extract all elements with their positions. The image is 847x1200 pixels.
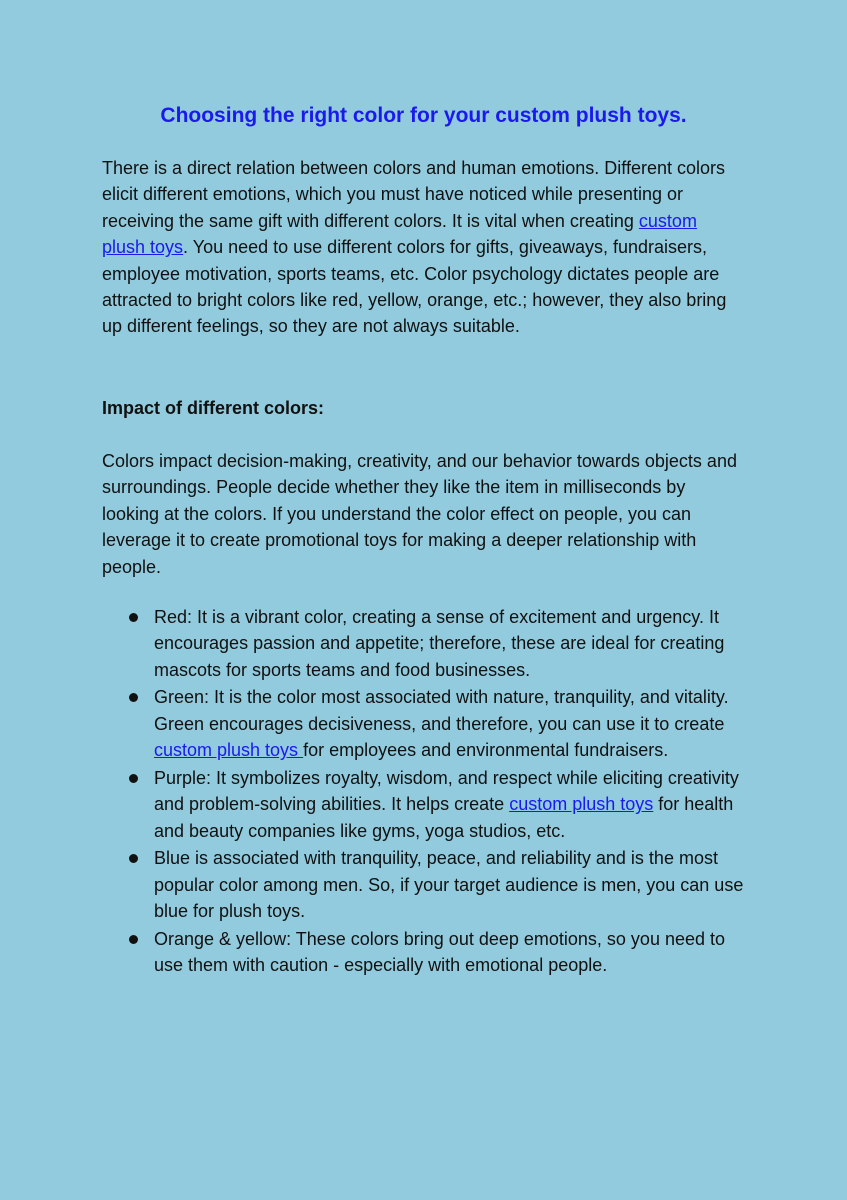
section-paragraph: Colors impact decision-making, creativity, and our behavior towards objects and surroundings. People decide whether they like the item in milliseconds by looking at the colors. If you understand the color effect on people, you can leverage it to create promotional toys for making a deeper relationship with people.: [102, 451, 737, 577]
red-text: Red: It is a vibrant color, creating a sense of excitement and urgency. It encourages passion and appetite; therefore, these are ideal for creating mascots for sports teams and food businesses.: [154, 607, 725, 680]
list-item-orange-yellow: [102, 926, 752, 979]
section-heading: Impact of different colors:: [102, 398, 325, 418]
list-item-green: [102, 684, 752, 763]
custom-plush-toys-link[interactable]: custom plush toys: [102, 210, 697, 258]
color-bullet-list: [102, 604, 752, 980]
orange-yellow-text: Orange & yellow: These colors bring out deep emotions, so you need to use them with caution - especially with emotional people.: [154, 928, 726, 976]
blue-text: Blue is associated with tranquility, peace, and reliability and is the most popular color among men. So, if your target audience is men, you can use blue for plush toys.: [154, 848, 744, 922]
bullet-icon: [129, 854, 138, 863]
purple-text-before-link: Purple: It symbolizes royalty, wisdom, and respect while eliciting creativity and problem-solving abilities. It helps create: [154, 767, 739, 815]
list-item-blue: [102, 845, 752, 924]
bullet-icon: [129, 935, 138, 944]
bullet-icon: [129, 693, 138, 702]
list-item-purple: [102, 765, 752, 844]
custom-plush-toys-link[interactable]: custom plush toys: [154, 740, 304, 761]
green-text-before-link: Green: It is the color most associated with nature, tranquility, and vitality. Green encourages decisiveness, and therefore, you can use it to create: [154, 687, 729, 734]
page-title: Choosing the right color for your custom plush toys.: [160, 104, 687, 127]
intro-paragraph: [102, 155, 742, 340]
bullet-icon: [129, 613, 138, 622]
list-item-red: [102, 604, 752, 683]
intro-text-after-link: . You need to use different colors for gifts, giveaways, fundraisers, employee motivation, sports teams, etc. Color psychology dictates people are attracted to bright colors like red, yellow, orange, etc.; however, they also bring up different feelings, so they are not always suitable.: [102, 237, 727, 337]
purple-text-after-link: for health and beauty companies like gyms, yoga studios, etc.: [154, 794, 734, 841]
custom-plush-toys-link[interactable]: custom plush toys: [509, 794, 654, 815]
intro-text-before-link: There is a direct relation between colors and human emotions. Different colors elicit different emotions, which you must have noticed while presenting or receiving the same gift with different colors. It is vital when creating: [102, 158, 725, 231]
green-text-after-link: for employees and environmental fundraisers.: [303, 740, 669, 761]
bullet-icon: [129, 774, 138, 783]
